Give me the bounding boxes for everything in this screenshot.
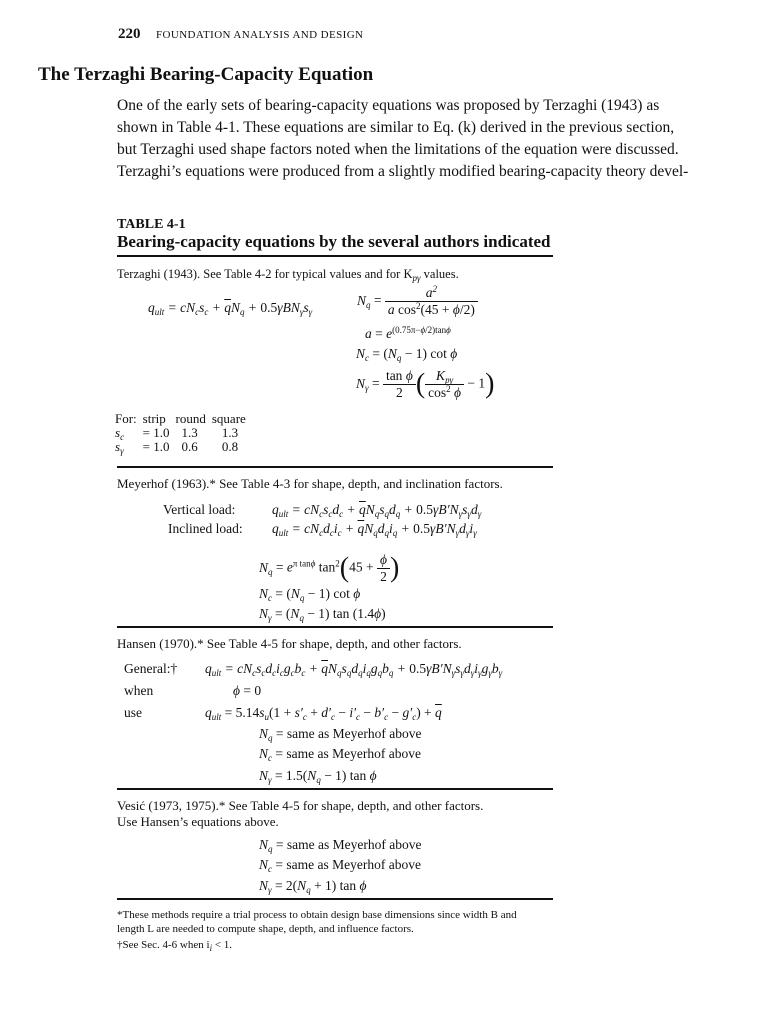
hansen-nc-line: $N_c$ = same as Meyerhof above — [259, 746, 421, 763]
hansen-when-label: when — [124, 683, 154, 698]
vesic-ngamma-equation: $N_\gamma = 2(N_q + 1)$ tan ϕ — [259, 878, 367, 895]
terzaghi-intro-text: Terzaghi (1943). See Table 4-2 for typical values and for K — [117, 267, 413, 281]
hansen-when-equation: ϕ = 0 — [233, 683, 262, 698]
terzaghi-nc-equation: $N_c = (N_q - 1)$ cot ϕ — [356, 346, 458, 363]
shape-row-symbol: s — [115, 425, 121, 440]
meyerhof-inclined-equation: $q_{ult} = cN_cd_ci_c + \overline{q}N_qd_qi_q + 0.5\gamma B'N_\gamma d_\gamma i_\gamma$ — [272, 521, 477, 538]
table-divider — [117, 626, 553, 628]
meyerhof-nq-equation: $N_q = e^{\pi tan\phi}$ $\tan^2(45$ + $\frac{\phi}{2}$ ) — [259, 552, 400, 584]
table-row — [115, 426, 252, 440]
hansen-nc-text: = same as Meyerhof above — [275, 746, 421, 761]
footnote-star-line2: length L are needed to compute shape, depth, and influence factors. — [117, 923, 414, 935]
intro-line: shown in Table 4-1. These equations are similar to Eq. (k) derived in the previous section, — [117, 119, 675, 136]
terzaghi-nq-equation: $N_q$ = $\frac{a^2}{a \cos^2(45 + \phi/2)}$ — [357, 285, 478, 318]
vesic-nq-text: = same as Meyerhof above — [275, 837, 422, 852]
terzaghi-intro-end: values. — [420, 267, 459, 281]
table-row — [115, 440, 252, 454]
table-top-rule — [117, 255, 553, 257]
shape-row-sub: c — [120, 432, 125, 442]
hansen-use-label: use — [124, 705, 142, 720]
shape-row-label — [115, 426, 143, 440]
shape-cell: 0.8 — [221, 439, 239, 454]
table-row — [115, 412, 252, 426]
terzaghi-a-equation: $a = e^{(0.75\pi-\phi/2)tan\phi}$ — [365, 325, 451, 341]
meyerhof-nc-equation: $N_c = (N_q - 1)$ cot ϕ — [259, 586, 361, 603]
shape-header-cell: round — [175, 411, 206, 426]
page-number: 220 — [118, 26, 141, 42]
footnote-dagger-text: †See Sec. 4-6 when i — [117, 939, 210, 951]
table-bottom-rule — [117, 898, 553, 900]
hansen-nq-line: $N_q$ = same as Meyerhof above — [259, 726, 422, 743]
vesic-intro-line1: Vesić (1973, 1975).* See Table 4-5 for shape, depth, and other factors. — [117, 798, 484, 813]
hansen-nq-text: = same as Meyerhof above — [275, 726, 422, 741]
hansen-intro: Hansen (1970).* See Table 4-5 for shape, depth, and other factors. — [117, 636, 462, 651]
hansen-general-equation: $q_{ult} = cN_cs_cd_ci_cg_cb_c + \overline{q}N_qs_qd_qi_qg_qb_q + 0.5\gamma B'N_\gamma s_\gamma d_\gamma i_\gamma g_\gamma b_\gamma$ — [205, 661, 503, 678]
intro-line: One of the early sets of bearing-capacity equations was proposed by Terzaghi (1943) as — [117, 97, 660, 114]
section-title: The Terzaghi Bearing-Capacity Equation — [38, 64, 374, 85]
shape-cell: = 1.0 — [142, 425, 170, 440]
vesic-intro-line2: Use Hansen’s equations above. — [117, 814, 279, 829]
terzaghi-shape-table — [115, 412, 252, 454]
terzaghi-ngamma-equation: $N_\gamma$ = $\frac{\text{tan ϕ}}{2}$ ( $\frac{K_{p\gamma}}{\cos^2 \phi}$ − 1) — [356, 368, 495, 400]
shape-header-cell: strip — [142, 411, 166, 426]
table-title: Bearing-capacity equations by the several authors indicated — [117, 232, 551, 251]
meyerhof-vertical-equation: $q_{ult} = cN_cs_cd_c + \overline{q}N_qs_qd_q + 0.5\gamma B'N_\gamma s_\gamma d_\gamma$ — [272, 502, 482, 519]
shape-header-cell: For: — [115, 411, 137, 426]
footnote-dagger-sub: i — [209, 943, 213, 953]
intro-paragraph — [117, 95, 688, 183]
table-divider — [117, 466, 553, 468]
shape-cell: = 1.0 — [142, 439, 170, 454]
hansen-ngamma-equation: $N_\gamma = 1.5(N_q - 1)$ tan ϕ — [259, 768, 377, 785]
meyerhof-vertical-label: Vertical load: — [163, 502, 236, 517]
vesic-nc-line: $N_c$ = same as Meyerhof above — [259, 857, 421, 874]
table-divider — [117, 788, 553, 790]
shape-cell: 0.6 — [181, 439, 198, 454]
meyerhof-inclined-label: Inclined load: — [168, 521, 243, 536]
shape-row-symbol: s — [115, 439, 121, 454]
hansen-general-label: General:† — [124, 661, 178, 676]
footnote-dagger-end: < 1. — [212, 939, 233, 951]
shape-header-cell: square — [211, 411, 246, 426]
footnote-star-line1: *These methods require a trial process to obtain design base dimensions since width B and — [117, 909, 517, 921]
shape-row-sub: γ — [120, 446, 124, 456]
terzaghi-qult-equation: $q_{ult} = cN_cs_c + \overline{q}N_q + 0.5\gamma BN_\gamma s_\gamma$ — [148, 300, 313, 317]
footnote-dagger — [117, 938, 232, 952]
intro-line: Terzaghi’s equations were produced from a slightly modified bearing-capacity theory devel- — [117, 163, 689, 180]
table-label: TABLE 4-1 — [117, 217, 186, 232]
intro-line: but Terzaghi used shape factors noted when the limitations of the equation were discussed. — [117, 141, 679, 158]
hansen-use-equation: $q_{ult} = 5.14s_u(1 + s'_c + d'_c - i'_c - b'_c - g'_c) + \overline{q}$ — [205, 705, 442, 722]
vesic-nq-line: $N_q$ = same as Meyerhof above — [259, 837, 422, 854]
running-head — [118, 26, 363, 43]
terzaghi-intro-sub: pγ — [412, 273, 421, 283]
running-title: FOUNDATION ANALYSIS AND DESIGN — [156, 29, 364, 41]
shape-row-label — [115, 440, 143, 454]
meyerhof-ngamma-equation: $N_\gamma = (N_q - 1)$ tan (1.4ϕ) — [259, 606, 386, 623]
terzaghi-intro — [117, 266, 459, 282]
meyerhof-intro: Meyerhof (1963).* See Table 4-3 for shape, depth, and inclination factors. — [117, 476, 503, 491]
shape-cell: 1.3 — [221, 425, 239, 440]
vesic-nc-text: = same as Meyerhof above — [275, 857, 421, 872]
shape-cell: 1.3 — [181, 425, 198, 440]
